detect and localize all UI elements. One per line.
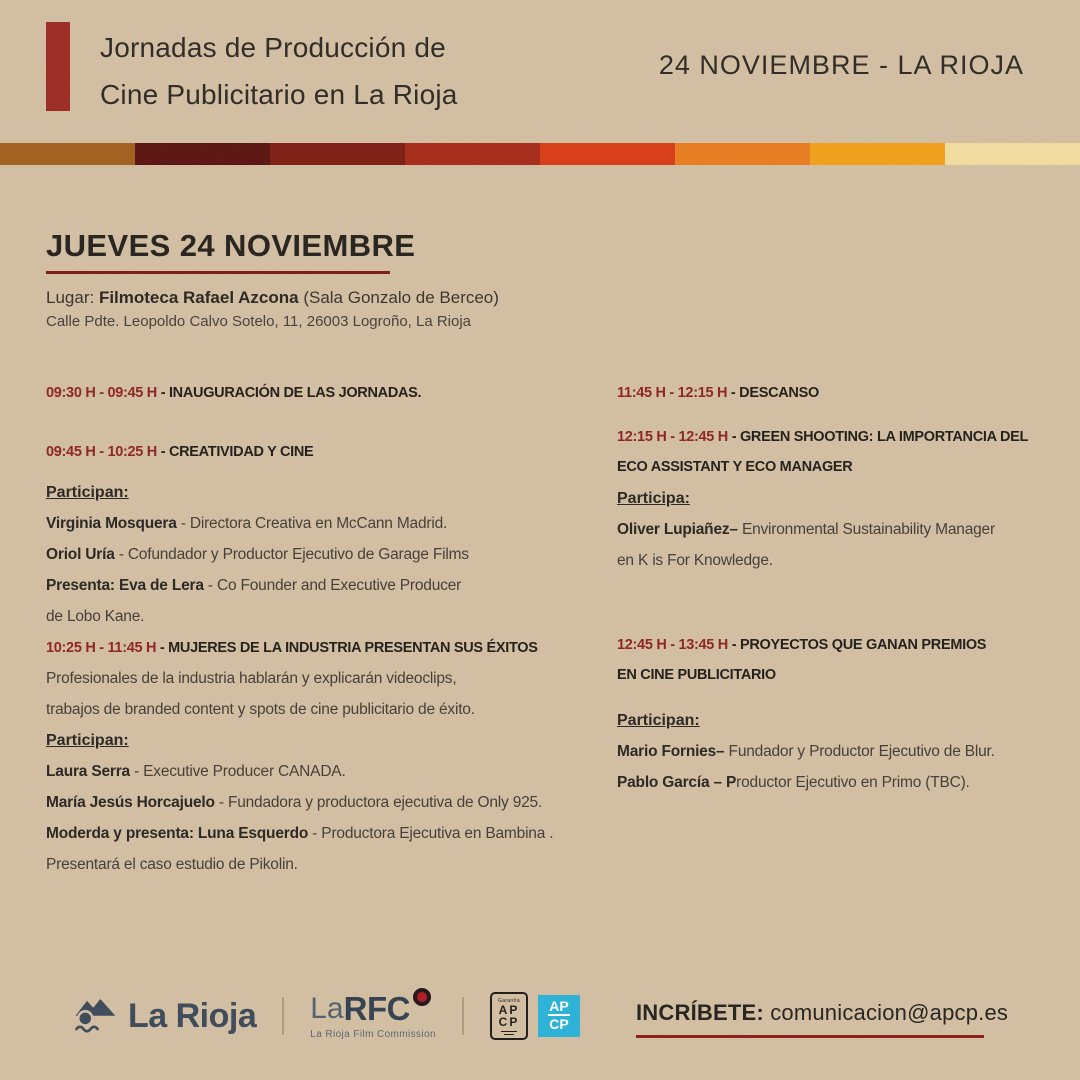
participants-label: Participan: (46, 732, 129, 749)
apcp-garantia-ap: AP (498, 1002, 520, 1017)
participant-role: - Co Founder and Executive Producer (203, 577, 462, 594)
participants-label: Participan: (617, 712, 700, 729)
session-title: - PROYECTOS QUE GANAN PREMIOS (727, 637, 987, 653)
participant-name: Presenta: Eva de Lera (46, 577, 204, 594)
stripe-segment (405, 143, 540, 165)
session-time-title (46, 632, 612, 663)
poster-title-line2: Cine Publicitario en La Rioja (100, 79, 458, 110)
text-line: Profesionales de la industria hablarán y explicarán videoclips, (46, 670, 457, 687)
apcp-cp: CP (549, 1016, 569, 1032)
participant-line (617, 514, 1057, 545)
venue-prefix: Lugar: (46, 288, 99, 307)
participant-line (46, 539, 612, 570)
session-title: - DESCANSO (727, 385, 819, 401)
participant-name: Oliver Lupiañez– (617, 521, 738, 538)
participant-line (46, 756, 612, 787)
apcp-garantia-top-text: Garantía (498, 997, 520, 1004)
participant-name: María Jesús Horcajuelo (46, 794, 215, 811)
accent-bar (46, 22, 70, 111)
schedule-column-left (46, 377, 612, 880)
session-time-title (617, 421, 1057, 452)
stripe-segment (135, 143, 270, 165)
session-title-continued: EN CINE PUBLICITARIO (617, 667, 776, 683)
session-time: 10:25 H - 11:45 H (46, 640, 157, 656)
spacer (46, 408, 612, 436)
la-rioja-logo (72, 992, 256, 1041)
participant-name: Laura Serra (46, 763, 130, 780)
la-rioja-label: La Rioja (128, 996, 257, 1035)
session-title: - INAUGURACIÓN DE LAS JORNADAS. (156, 385, 422, 401)
participant-name: Moderda y presenta: Luna Esquerdo (46, 825, 309, 842)
stripe-segment (945, 143, 1080, 165)
session-time-title (46, 436, 612, 467)
footer-logos (72, 986, 580, 1046)
signup-label: INCRÍBETE: (636, 1000, 764, 1025)
venue-line (46, 288, 499, 308)
spacer (46, 467, 612, 477)
stripe-segment (810, 143, 945, 165)
logo-separator (282, 997, 284, 1035)
session-title: - GREEN SHOOTING: LA IMPORTANCIA DEL (727, 429, 1029, 445)
stripe-segment (540, 143, 675, 165)
participants-label: Participan: (46, 484, 129, 501)
participant-line (46, 570, 612, 601)
apcp-garantia-fineprint-bar (501, 1031, 517, 1032)
spacer (617, 408, 1057, 421)
session-time: 09:30 H - 09:45 H (46, 385, 157, 401)
text-line: de Lobo Kane. (46, 608, 145, 625)
participant-line (46, 508, 612, 539)
text-line: trabajos de branded content y spots de cine publicitario de éxito. (46, 701, 475, 718)
larfc-wordmark (310, 992, 431, 1026)
participant-line (617, 736, 1057, 767)
apcp-garantia-fineprint-bar (504, 1034, 514, 1035)
session-time: 09:45 H - 10:25 H (46, 444, 157, 460)
spacer (617, 691, 1057, 705)
participant-role: Environmental Sustainability Manager (737, 521, 995, 538)
apcp-garantia-cp: CP (498, 1014, 520, 1029)
participant-name: Pablo García – P (617, 774, 737, 791)
poster-title (100, 24, 458, 118)
participant-role: roductor Ejecutivo en Primo (TBC). (736, 774, 970, 791)
larfc-subtitle: La Rioja Film Commission (310, 1029, 436, 1040)
apcp-garantia-logo (490, 992, 528, 1040)
color-stripe (0, 143, 1080, 165)
apcp-logo (538, 995, 580, 1037)
participant-line (46, 787, 612, 818)
rfc-dot-icon (413, 988, 431, 1006)
session-title: - CREATIVIDAD Y CINE (156, 444, 314, 460)
session-title: - MUJERES DE LA INDUSTRIA PRESENTAN SUS ÉXITOS (156, 640, 538, 656)
schedule-column-right (617, 377, 1057, 798)
text-line: en K is For Knowledge. (617, 552, 773, 569)
session-time: 11:45 H - 12:15 H (617, 385, 728, 401)
venue-name: Filmoteca Rafael Azcona (98, 288, 299, 307)
participant-role: - Executive Producer CANADA. (129, 763, 346, 780)
mountain-sun-waves-icon (72, 992, 118, 1041)
venue-address: Calle Pdte. Leopoldo Calvo Sotelo, 11, 26003 Logroño, La Rioja (46, 313, 472, 330)
participant-role: - Fundadora y productora ejecutiva de Only 925. (214, 794, 543, 811)
session-time: 12:45 H - 13:45 H (617, 637, 728, 653)
text-line: Presentará el caso estudio de Pikolin. (46, 856, 298, 873)
participant-line (617, 767, 1057, 798)
session-time-title (46, 377, 612, 408)
participant-role: - Productora Ejecutiva en Bambina . (308, 825, 554, 842)
stripe-segment (0, 143, 135, 165)
participant-role: Fundador y Productor Ejecutivo de Blur. (724, 743, 995, 760)
session-time-title (617, 377, 1057, 408)
signup-underline (636, 1035, 984, 1038)
participants-label: Participa: (617, 490, 690, 507)
venue-suffix: (Sala Gonzalo de Berceo) (298, 288, 499, 307)
stripe-segment (675, 143, 810, 165)
spacer (617, 576, 1057, 629)
participant-line (46, 818, 612, 849)
participant-role: - Directora Creativa en McCann Madrid. (176, 515, 448, 532)
signup-email: comunicacion@apcp.es (763, 1000, 1009, 1025)
session-time-title (617, 629, 1057, 660)
session-time: 12:15 H - 12:45 H (617, 429, 728, 445)
header-date-location: 24 NOVIEMBRE - LA RIOJA (658, 50, 1024, 80)
participant-role: - Cofundador y Productor Ejecutivo de Garage Films (114, 546, 469, 563)
session-title-continued: ECO ASSISTANT Y ECO MANAGER (617, 459, 853, 475)
day-title: JUEVES 24 NOVIEMBRE (46, 228, 416, 263)
apcp-ap: AP (549, 998, 569, 1014)
signup-line (636, 1000, 1008, 1026)
day-title-underline (46, 271, 390, 274)
stripe-segment (270, 143, 405, 165)
participant-name: Virginia Mosquera (46, 515, 177, 532)
larfc-logo (310, 992, 436, 1040)
logo-separator (462, 997, 464, 1035)
poster-title-line1: Jornadas de Producción de (100, 32, 446, 63)
larfc-la: La (310, 992, 344, 1025)
larfc-rfc: RFC (343, 990, 410, 1027)
participant-name: Oriol Uría (46, 546, 115, 563)
participant-name: Mario Fornies– (617, 743, 725, 760)
